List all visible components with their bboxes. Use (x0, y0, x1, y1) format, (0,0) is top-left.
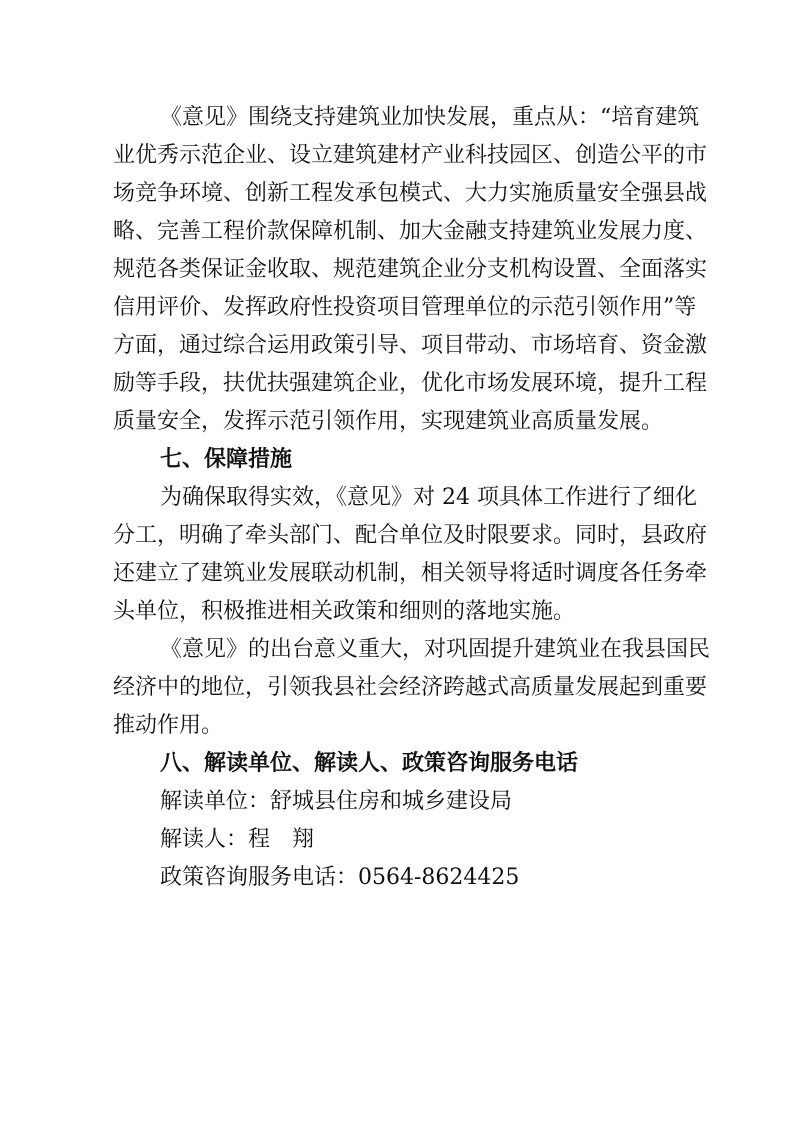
consultation-phone: 政策咨询服务电话：0564-8624425 (160, 865, 520, 890)
paragraph-line: 场竞争环境、创新工程发承包模式、大力实施质量安全强县战 (113, 181, 708, 206)
interpreter: 解读人：程 翔 (160, 827, 315, 852)
paragraph-line: 业优秀示范企业、设立建筑建材产业科技园区、创造公平的市 (113, 143, 708, 168)
paragraph-line: 质量安全，发挥示范引领作用，实现建筑业高质量发展。 (113, 409, 664, 434)
section-heading-8: 八、解读单位、解读人、政策咨询服务电话 (160, 751, 579, 776)
paragraph-line: 励等手段，扶优扶强建筑企业，优化市场发展环境，提升工程 (113, 371, 708, 396)
paragraph-line: 推动作用。 (113, 713, 224, 738)
paragraph-line: 规范各类保证金收取、规范建筑企业分支机构设置、全面落实 (113, 257, 708, 282)
paragraph-line: 还建立了建筑业发展联动机制，相关领导将适时调度各任务牵 (113, 561, 708, 586)
paragraph-line: 为确保取得实效，《意见》对 24 项具体工作进行了细化 (160, 485, 697, 510)
paragraph-line: 分工，明确了牵头部门、配合单位及时限要求。同时，县政府 (113, 523, 708, 548)
paragraph-line: 头单位，积极推进相关政策和细则的落地实施。 (113, 599, 576, 624)
interpretation-unit: 解读单位：舒城县住房和城乡建设局 (160, 789, 513, 814)
section-heading-7: 七、保障措施 (160, 447, 293, 472)
paragraph-line: 信用评价、发挥政府性投资项目管理单位的示范引领作用”等 (113, 295, 697, 320)
paragraph-line: 方面，通过综合运用政策引导、项目带动、市场培育、资金激 (113, 333, 708, 358)
paragraph-line: 《意见》围绕支持建筑业加快发展，重点从：“培育建筑 (160, 105, 700, 130)
paragraph-line: 略、完善工程价款保障机制、加大金融支持建筑业发展力度、 (113, 219, 708, 244)
paragraph-line: 《意见》的出台意义重大，对巩固提升建筑业在我县国民 (160, 637, 711, 662)
paragraph-line: 经济中的地位，引领我县社会经济跨越式高质量发展起到重要 (113, 675, 708, 700)
